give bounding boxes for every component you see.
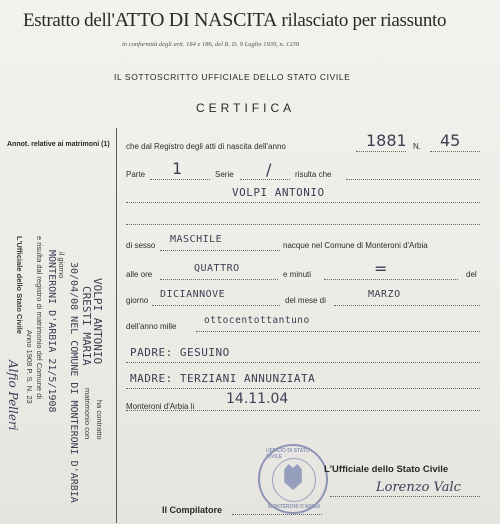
label-ore: alle ore — [126, 270, 153, 279]
value-parte: 1 — [172, 159, 183, 178]
label-serie: Serie — [215, 170, 234, 179]
value-nome: VOLPI ANTONIO — [232, 186, 325, 199]
annot-giorno: il giorno — [57, 252, 66, 279]
column-divider — [116, 128, 117, 523]
value-padre: PADRE: GESUINO — [130, 346, 230, 359]
annot-contratto: ha contratto — [95, 400, 104, 440]
title-part-a: Estratto dell' — [23, 10, 115, 31]
value-date: 14.11.04 — [226, 391, 289, 407]
dotline-padre — [126, 362, 480, 363]
annot-anno-ps: Anno 1908 P. S. N. 23 — [25, 330, 34, 404]
value-serie: / — [266, 160, 272, 179]
stamp-text-bottom: MONTERONI D'ARBIA — [268, 504, 321, 510]
dotline-blank — [126, 224, 480, 225]
dotline-mese — [334, 305, 480, 306]
annot-spouse-groom: VOLPI ANTONIO — [91, 278, 104, 365]
official-line: IL SOTTOSCRITTO UFFICIALE DELLO STATO CIVILE — [114, 72, 351, 82]
label-anno-mille: dell'anno mille — [126, 322, 177, 331]
label-sesso: di sesso — [126, 241, 156, 250]
dotline-anno — [356, 151, 406, 152]
value-anno-mille: ottocentottantuno — [204, 315, 310, 326]
annot-registration: MONTERONI D'ARBIA 21/5/1908 — [46, 250, 57, 413]
document-title — [23, 9, 446, 32]
label-mese: del mese di — [285, 296, 326, 305]
annot-spouse-bride: CRESTI MARIA — [80, 286, 93, 366]
dotline-parte — [150, 179, 210, 180]
dotline-signature — [330, 496, 480, 497]
value-minuti: = — [374, 259, 388, 278]
certifica-heading: CERTIFICA — [196, 101, 296, 115]
label-risulta: risulta che — [295, 170, 332, 179]
official-stamp — [258, 444, 328, 514]
label-nacque: nacque nel Comune di Monteroni d'Arbia — [283, 241, 428, 250]
label-del: del — [466, 270, 477, 279]
dotline-serie — [240, 179, 290, 180]
annot-registro-comune: e risulta dal registro di matrimonio del Comune di — [35, 236, 44, 399]
dotline-anno-mille — [196, 331, 480, 332]
label-minuti: e minuti — [283, 270, 312, 279]
dotline-nome — [126, 202, 480, 203]
value-madre: MADRE: TERZIANI ANNUNZIATA — [130, 372, 316, 385]
dotline-giorno — [152, 305, 280, 306]
value-sesso: MASCHILE — [170, 234, 223, 245]
title-part-b: ATTO DI NASCITA — [114, 9, 277, 31]
annot-ufficiale: L'Ufficiale dello Stato Civile — [15, 236, 24, 335]
annotations-heading: Annot. relative ai matrimoni (1) — [7, 141, 110, 148]
label-place-date: Monteroni d'Arbia li — [126, 402, 195, 411]
value-n: 45 — [440, 131, 461, 150]
officer-signature: Lorenzo Valc — [376, 480, 461, 495]
value-giorno: DICIANNOVE — [160, 289, 226, 300]
dotline-ore — [160, 279, 278, 280]
label-registro: che dal Registro degli atti di nascita dell'anno — [126, 142, 286, 151]
dotline-madre — [126, 388, 480, 389]
annot-date-place: 30/04/08 NEL COMUNE DI MONTERONI D'ARBIA — [68, 262, 79, 503]
officer-title: L'Ufficiale dello Stato Civile — [324, 464, 449, 475]
dotline-minuti — [324, 279, 458, 280]
dotline-sesso — [160, 250, 280, 251]
value-mese: MARZO — [368, 289, 401, 300]
dotline-compilatore — [232, 514, 322, 515]
label-giorno: giorno — [126, 296, 149, 305]
legal-reference: in conformità degli artt. 184 e 186, del R. D. 9 Luglio 1939, n. 1238 — [122, 41, 299, 48]
value-anno: 1881 — [366, 131, 407, 150]
value-ore: QUATTRO — [194, 263, 240, 274]
compilatore-label: Il Compilatore — [162, 505, 223, 515]
label-parte: Parte — [126, 170, 146, 179]
annot-matrimonio: matrimonio con — [83, 388, 92, 440]
annot-signature: Alfio Pelleri — [6, 360, 20, 431]
label-n: N. — [413, 142, 421, 151]
dotline-n — [430, 151, 480, 152]
stamp-text-top: UFFICIO DI STATO CIVILE — [266, 448, 310, 460]
title-part-c: rilasciato per riassunto — [276, 10, 447, 31]
dotline-risulta — [346, 179, 480, 180]
